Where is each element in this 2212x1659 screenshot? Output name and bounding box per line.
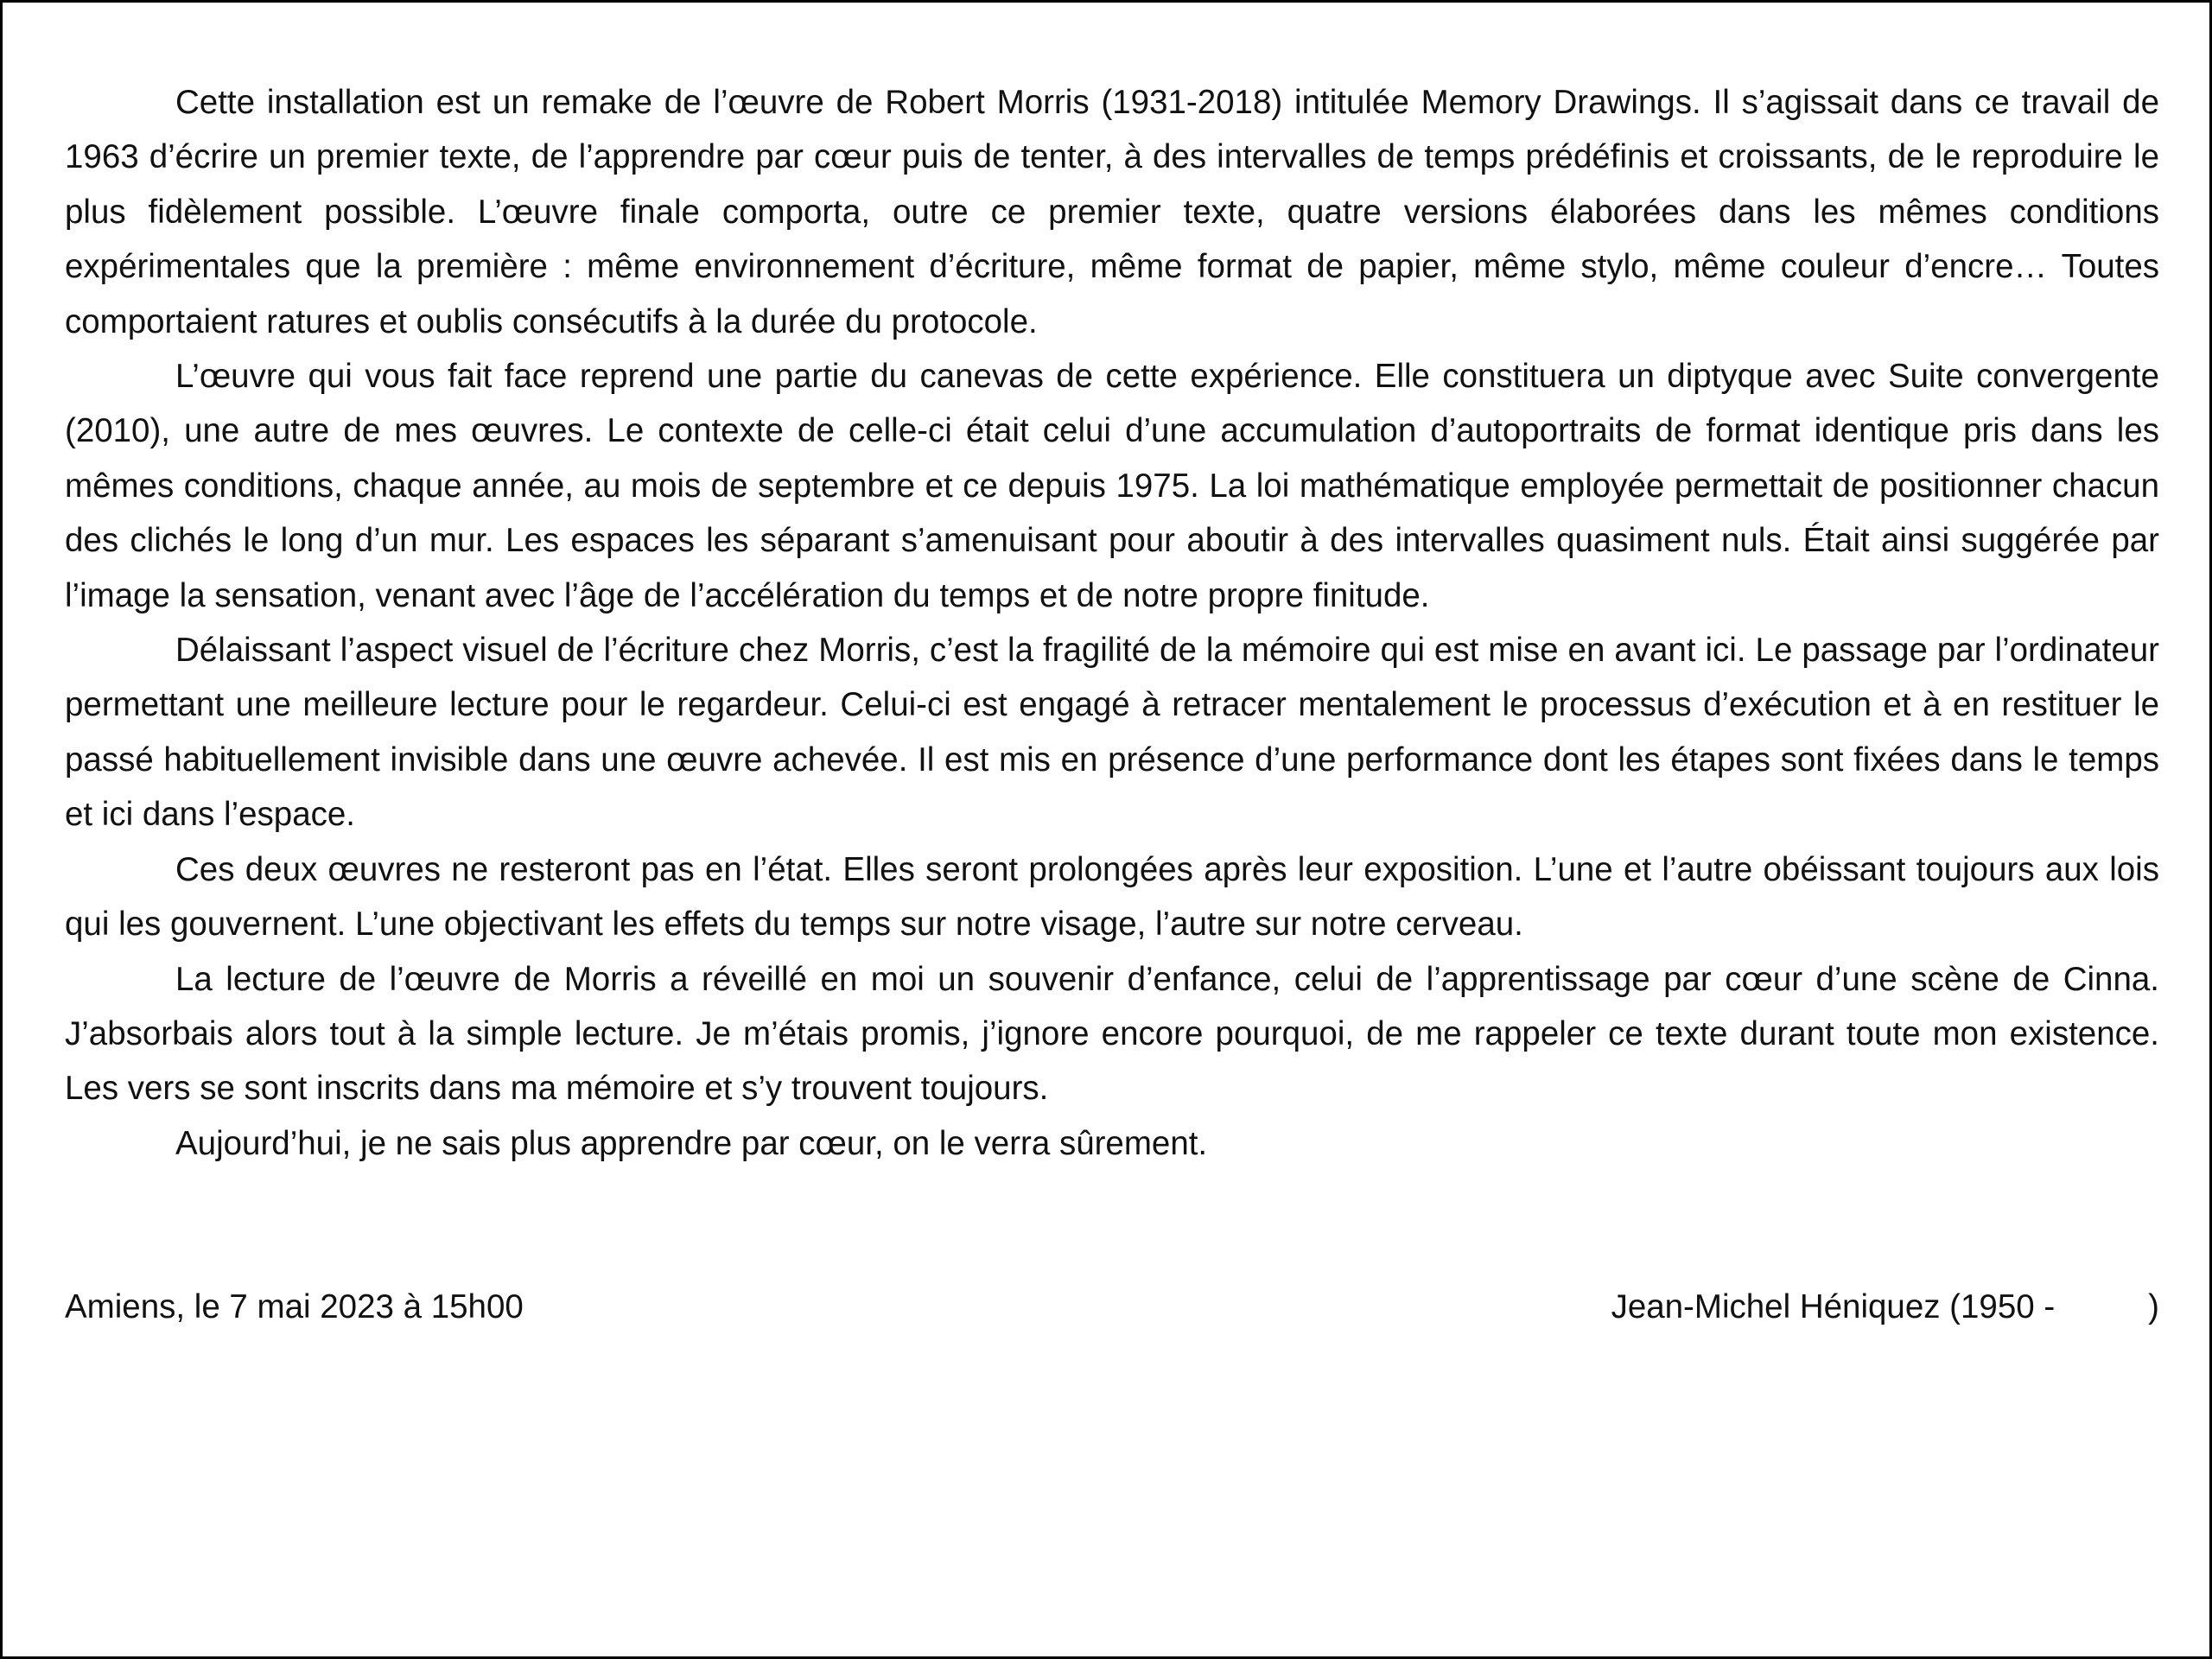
author-signature <box>1611 1280 2159 1335</box>
paragraph-4: Ces deux œuvres ne resteront pas en l’état. Elles seront prolongées après leur exposition. L’une et l’autre obéissant toujours aux lois qui les gouvernent. L’une objectivant les effets du temps sur notre visage, l’autre sur notre cerveau. <box>65 850 2159 944</box>
signature-name: Jean-Michel Héniquez (1950 - <box>1611 1288 2056 1325</box>
paragraph-1: Cette installation est un remake de l’œuvre de Robert Morris (1931-2018) intitulée Memory Drawings. Il s’agissait dans ce travail de 1963 d’écrire un premier texte, de l’apprendre par cœur puis de tenter, à des intervalles de temps prédéfinis et croissants, de le reproduire le plus fidèlement possible. L’œuvre finale comporta, outre ce premier texte, quatre versions élaborées dans les mêmes conditions expérimentales que la première : même environnement d’écriture, même format de papier, même stylo, même couleur d’encre… Toutes comportaient ratures et oublis consécutifs à la durée du protocole. <box>65 84 2159 340</box>
paragraph-3: Délaissant l’aspect visuel de l’écriture chez Morris, c’est la fragilité de la mémoire qui est mise en avant ici. Le passage par l’ordinateur permettant une meilleure lecture pour le regardeur. Celui-ci est engagé à retracer mentalement le processus d’exécution et à en restituer le passé habituellement invisible dans une œuvre achevée. Il est mis en présence d’une performance dont les étapes sont fixées dans le temps et ici dans l’espace. <box>65 632 2159 834</box>
place-date: Amiens, le 7 mai 2023 à 15h00 <box>65 1288 524 1325</box>
paragraph-2: L’œuvre qui vous fait face reprend une partie du canevas de cette expérience. Elle constituera un diptyque avec Suite convergente (2010), une autre de mes œuvres. Le contexte de celle-ci était celui d’une accumulation d’autoportraits de format identique pris dans les mêmes conditions, chaque année, au mois de septembre et ce depuis 1975. La loi mathématique employée permettait de positionner chacun des clichés le long d’un mur. Les espaces les séparant s’amenuisant pour aboutir à des intervalles quasiment nuls. Était ainsi suggérée par l’image la sensation, venant avec l’âge de l’accélération du temps et de notre propre finitude. <box>65 358 2159 614</box>
document-footer <box>65 1280 2159 1335</box>
paragraph-6: Aujourd’hui, je ne sais plus apprendre par cœur, on le verra sûrement. <box>175 1124 1208 1162</box>
signature-close: ) <box>2148 1288 2159 1325</box>
paragraph-5: La lecture de l’œuvre de Morris a réveillé en moi un souvenir d’enfance, celui de l’apprentissage par cœur d’une scène de Cinna. J’absorbais alors tout à la simple lecture. Je m’étais promis, j’ignore encore pourquoi, de me rappeler ce texte durant toute mon existence. Les vers se sont inscrits dans ma mémoire et s’y trouvent toujours. <box>65 960 2159 1108</box>
body-text <box>65 75 2159 1171</box>
